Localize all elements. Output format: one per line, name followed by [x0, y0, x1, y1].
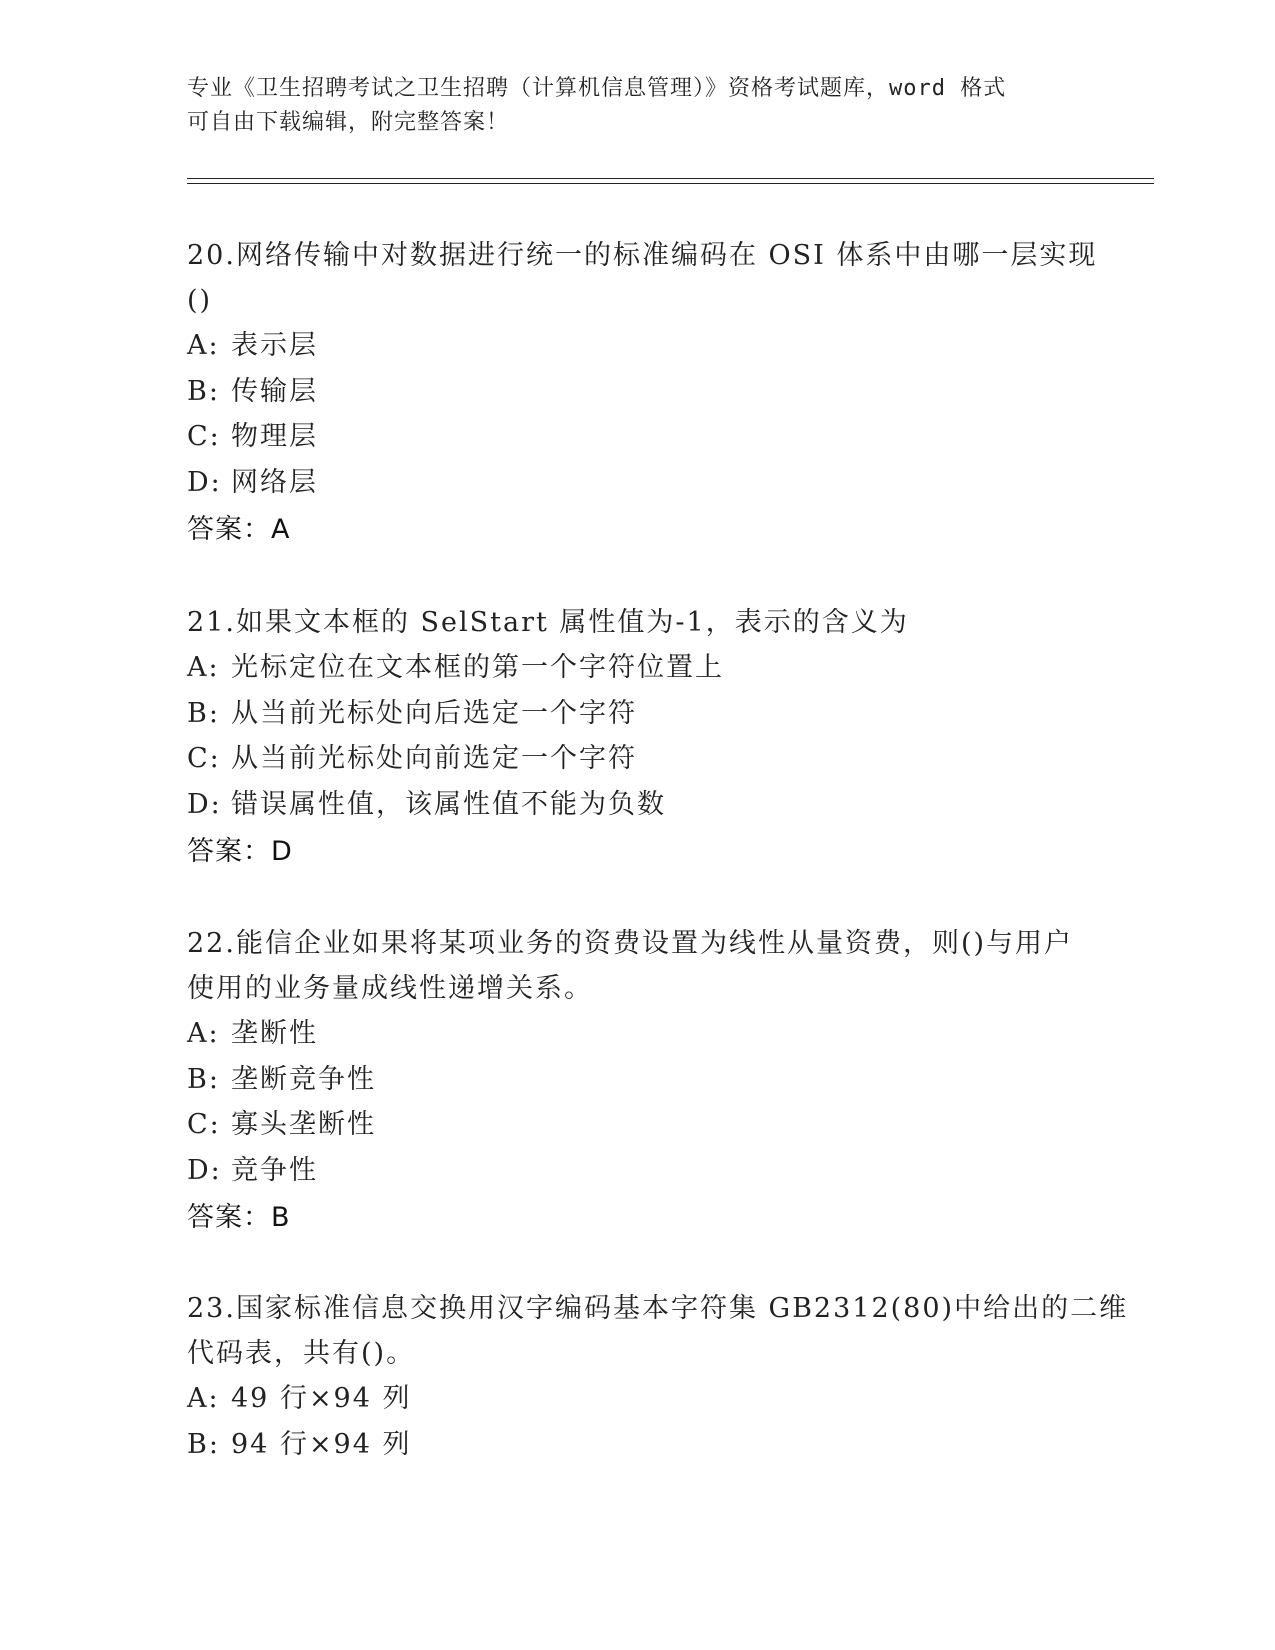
option-d	[187, 782, 1087, 828]
question-text: 代码表，共有()。	[187, 1338, 416, 1369]
question-text: ()	[187, 285, 213, 316]
option-b	[187, 1057, 1087, 1103]
option-a	[187, 1376, 1087, 1422]
option-text: 94 行×94 列	[231, 1428, 412, 1460]
question-text: 23.国家标准信息交换用汉字编码基本字符集 GB2312(80)中给出的二维	[187, 1293, 1129, 1324]
option-key: A:	[187, 652, 220, 683]
option-key: D:	[187, 1154, 222, 1186]
option-text: 49 行×94 列	[231, 1383, 412, 1414]
option-text: 网络层	[231, 466, 318, 498]
header-divider-bottom	[187, 183, 1154, 184]
option-key: A:	[187, 330, 220, 361]
option-a	[187, 645, 1087, 691]
option-text: 垄断竞争性	[231, 1063, 376, 1095]
option-text: 从当前光标处向前选定一个字符	[231, 743, 637, 775]
option-text: 垄断性	[231, 1018, 318, 1049]
option-key: C:	[187, 743, 221, 775]
option-text: 光标定位在文本框的第一个字符位置上	[231, 652, 724, 683]
option-b	[187, 1422, 1087, 1468]
option-text: 表示层	[231, 330, 318, 361]
option-key: A:	[187, 1383, 220, 1414]
option-text: 竞争性	[231, 1154, 318, 1186]
answer: 答案：A	[187, 514, 291, 546]
question-21	[187, 600, 1087, 874]
answer: 答案：B	[187, 1202, 291, 1234]
option-text: 从当前光标处向后选定一个字符	[231, 697, 637, 729]
question-text: 22.能信企业如果将某项业务的资费设置为线性从量资费，则()与用户	[187, 928, 1074, 959]
option-key: B:	[187, 1063, 220, 1095]
option-c	[187, 414, 1087, 460]
question-22	[187, 921, 1087, 1240]
option-key: B:	[187, 697, 220, 729]
option-text: 错误属性值，该属性值不能为负数	[231, 788, 666, 820]
option-text: 传输层	[231, 375, 318, 407]
option-b	[187, 691, 1087, 737]
option-text: 寡头垄断性	[231, 1109, 376, 1141]
option-c	[187, 736, 1087, 782]
option-key: D:	[187, 466, 222, 498]
option-text: 物理层	[231, 421, 318, 453]
option-d	[187, 1148, 1087, 1194]
question-text: 使用的业务量成线性递增关系。	[187, 973, 593, 1004]
answer: 答案：D	[187, 836, 293, 868]
option-key: D:	[187, 788, 222, 820]
document-header	[187, 72, 1067, 140]
option-a	[187, 1011, 1087, 1057]
option-c	[187, 1102, 1087, 1148]
option-key: B:	[187, 1428, 220, 1460]
question-text: 20.网络传输中对数据进行统一的标准编码在 OSI 体系中由哪一层实现	[187, 240, 1098, 271]
option-a	[187, 323, 1087, 369]
question-23	[187, 1286, 1129, 1467]
option-key: B:	[187, 375, 220, 407]
option-d	[187, 460, 1087, 506]
option-key: A:	[187, 1018, 220, 1049]
header-line-1: 专业《卫生招聘考试之卫生招聘（计算机信息管理）》资格考试题库，word 格式	[187, 76, 1007, 101]
question-20	[187, 233, 1098, 552]
header-divider-top	[187, 178, 1154, 179]
option-key: C:	[187, 1109, 221, 1141]
option-b	[187, 369, 1087, 415]
header-line-2: 可自由下载编辑，附完整答案！	[187, 110, 510, 135]
question-text: 21.如果文本框的 SelStart 属性值为-1，表示的含义为	[187, 607, 909, 638]
option-key: C:	[187, 421, 221, 453]
